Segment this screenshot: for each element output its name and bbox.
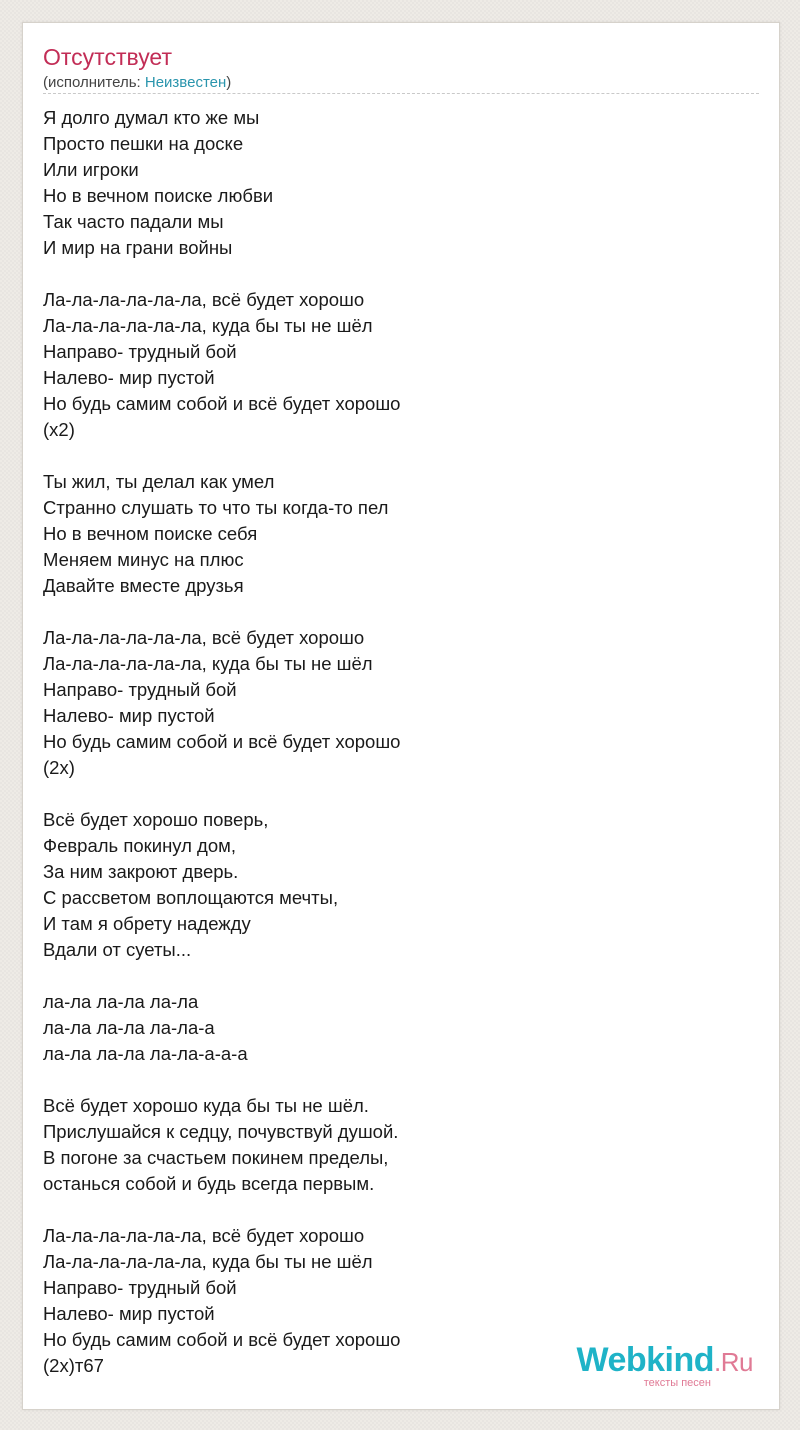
lyric-line: ла-ла ла-ла ла-ла-а-а-а: [43, 1043, 248, 1064]
artist-suffix: ): [226, 74, 232, 91]
lyric-line: (2х)т67: [43, 1355, 104, 1376]
lyric-line: ла-ла ла-ла ла-ла: [43, 991, 199, 1012]
lyric-line: Направо- трудный бой: [43, 341, 237, 362]
lyric-line: Или игроки: [43, 159, 139, 180]
lyric-line: Просто пешки на доске: [43, 133, 244, 154]
lyrics-text: [43, 105, 400, 1379]
lyric-line: Меняем минус на плюс: [43, 549, 244, 570]
lyric-line: Налево- мир пустой: [43, 367, 215, 388]
lyric-line: [43, 1067, 400, 1093]
lyric-line: Всё будет хорошо поверь,: [43, 809, 269, 830]
lyric-line: [43, 443, 400, 469]
lyric-line: (х2): [43, 419, 75, 440]
lyric-line: (2х): [43, 757, 75, 778]
lyric-line: Ла-ла-ла-ла-ла-ла, всё будет хорошо: [43, 1225, 365, 1246]
lyric-line: В погоне за счастьем покинем пределы,: [43, 1147, 389, 1168]
lyric-line: Ла-ла-ла-ла-ла-ла, всё будет хорошо: [43, 289, 365, 310]
lyric-line: Ты жил, ты делал как умел: [43, 471, 275, 492]
logo-tld: .Ru: [714, 1347, 753, 1377]
lyric-line: Ла-ла-ла-ла-ла-ла, куда бы ты не шёл: [43, 653, 373, 674]
lyric-line: И мир на грани войны: [43, 237, 233, 258]
artist-link[interactable]: Неизвестен: [144, 74, 227, 91]
lyric-line: останься собой и будь всегда первым.: [43, 1173, 375, 1194]
lyric-line: Но в вечном поиске любви: [43, 185, 274, 206]
lyric-line: Направо- трудный бой: [43, 679, 237, 700]
artist-prefix: (исполнитель:: [43, 74, 145, 91]
lyric-line: Давайте вместе друзья: [43, 575, 244, 596]
lyric-line: [43, 599, 400, 625]
title-divider: [43, 93, 759, 94]
song-title: Отсутствует: [43, 44, 172, 70]
lyric-line: Но в вечном поиске себя: [43, 523, 258, 544]
lyric-line: [43, 1197, 400, 1223]
lyric-line: Но будь самим собой и всё будет хорошо: [43, 1329, 401, 1350]
lyric-line: И там я обрету надежду: [43, 913, 251, 934]
lyric-line: Ла-ла-ла-ла-ла-ла, куда бы ты не шёл: [43, 1251, 373, 1272]
lyrics-card: [22, 22, 780, 1410]
lyric-line: За ним закроют дверь.: [43, 861, 239, 882]
lyric-line: [43, 781, 400, 807]
lyric-line: Февраль покинул дом,: [43, 835, 237, 856]
lyric-line: ла-ла ла-ла ла-ла-а: [43, 1017, 215, 1038]
lyric-line: [43, 261, 400, 287]
lyric-line: Странно слушать то что ты когда-то пел: [43, 497, 389, 518]
lyric-line: Всё будет хорошо куда бы ты не шёл.: [43, 1095, 369, 1116]
lyric-line: Ла-ла-ла-ла-ла-ла, куда бы ты не шёл: [43, 315, 373, 336]
lyric-line: Налево- мир пустой: [43, 1303, 215, 1324]
lyric-line: Ла-ла-ла-ла-ла-ла, всё будет хорошо: [43, 627, 365, 648]
lyric-line: Так часто падали мы: [43, 211, 224, 232]
logo-name: Webkind: [576, 1341, 715, 1379]
lyric-line: С рассветом воплощаются мечты,: [43, 887, 339, 908]
lyric-line: Направо- трудный бой: [43, 1277, 237, 1298]
lyric-line: Налево- мир пустой: [43, 705, 215, 726]
logo-tagline: тексты песен: [643, 1377, 711, 1389]
site-logo[interactable]: [576, 1343, 753, 1389]
lyric-line: Я долго думал кто же мы: [43, 107, 260, 128]
lyric-line: [43, 963, 400, 989]
lyric-line: Прислушайся к седцу, почувствуй душой.: [43, 1121, 399, 1142]
lyric-line: Но будь самим собой и всё будет хорошо: [43, 731, 401, 752]
artist-line: [43, 73, 231, 93]
lyric-line: Вдали от суеты...: [43, 939, 192, 960]
lyric-line: Но будь самим собой и всё будет хорошо: [43, 393, 401, 414]
